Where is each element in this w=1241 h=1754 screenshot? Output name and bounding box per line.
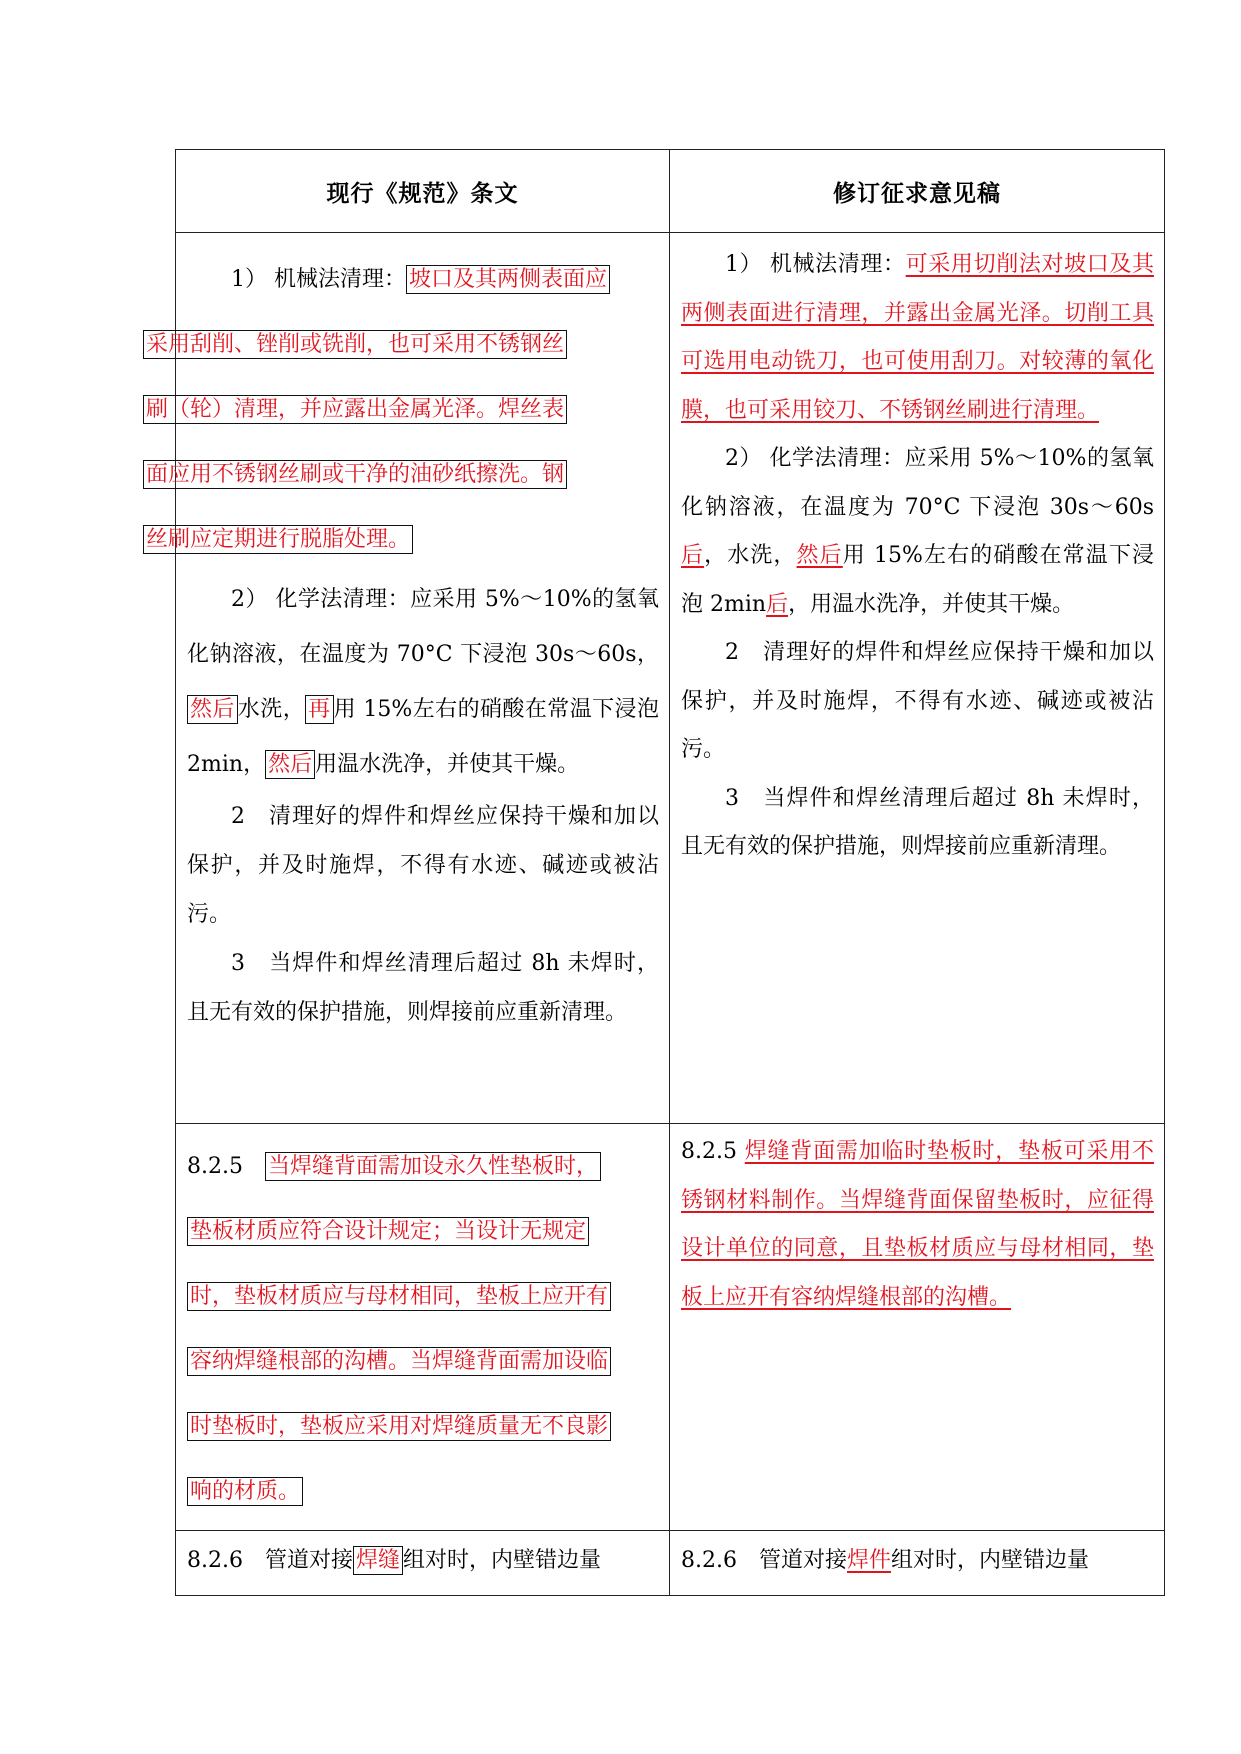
text: 8.2.6 管道对接 [681, 1548, 847, 1573]
text: 水洗， [237, 697, 306, 722]
header-row [176, 150, 1165, 233]
boxed-text: 然后 [187, 695, 238, 724]
revised-text: 后 [681, 543, 705, 568]
boxed-text: 采用刮削、锉削或铣削，也可采用不锈钢丝 [143, 330, 567, 359]
clause-label: 1） 机械法清理： [725, 252, 906, 277]
cell-current-backing-plate [176, 1124, 670, 1531]
paragraph-chemical-cleaning [681, 435, 1154, 629]
table-row [176, 1531, 1165, 1596]
boxed-text: 当焊缝背面需加设永久性垫板时， [265, 1152, 601, 1181]
table-row [176, 233, 1165, 1124]
text: ，用温水洗净，并使其干燥。 [788, 591, 1075, 617]
paragraph-reclean: 3 当焊件和焊丝清理后超过 8h 未焊时，且无有效的保护措施，则焊接前应重新清理。 [187, 951, 659, 1025]
cell-revised-cleaning [670, 233, 1165, 1124]
boxed-text: 刷（轮）清理，并应露出金属光泽。焊丝表 [143, 395, 567, 424]
paragraph-mechanical-cleaning [681, 241, 1154, 435]
revised-text: 焊缝背面需加临时垫板时，垫板可采用不锈钢材料制作。当焊缝背面保留垫板时，应征得设计单位的同意，且垫板材质应与母材相同，垫板上应开有容纳焊缝根部的沟槽。 [681, 1139, 1154, 1310]
boxed-text: 时垫板时，垫板应采用对焊缝质量无不良影 [187, 1412, 611, 1441]
text: 组对时，内壁错边量 [891, 1548, 1090, 1573]
text: 用 15%左右的硝酸在常温下浸泡 2min， [187, 697, 659, 777]
text: 2） 化学法清理：应采用 5%～10%的氢氧化钠溶液，在温度为 70°C 下浸泡 30s～60s， [187, 587, 659, 667]
paragraph-keep-dry: 2 清理好的焊件和焊丝应保持干燥和加以保护，并及时施焊，不得有水迹、碱迹或被沾污。 [681, 640, 1154, 762]
cell-revised-alignment [670, 1531, 1165, 1596]
boxed-text: 丝刷应定期进行脱脂处理。 [143, 525, 413, 554]
boxed-text: 容纳焊缝根部的沟槽。当焊缝背面需加设临 [187, 1347, 611, 1376]
revised-text: 后 [766, 591, 789, 617]
paragraph-mechanical-cleaning [146, 247, 659, 572]
boxed-text: 焊缝 [353, 1546, 403, 1575]
clause-label: 1） 机械法清理： [231, 267, 406, 292]
boxed-text: 然后 [265, 750, 315, 779]
cell-current-cleaning [146, 233, 670, 1124]
header-revision-draft: 修订征求意见稿 [670, 150, 1165, 233]
paragraph-keep-dry: 2 清理好的焊件和焊丝应保持干燥和加以保护，并及时施焊，不得有水迹、碱迹或被沾污。 [187, 804, 659, 927]
table-row [176, 1124, 1165, 1531]
paragraph-chemical-cleaning [187, 572, 659, 792]
revised-text: 焊件 [846, 1548, 891, 1573]
clause-number: 8.2.5 [187, 1154, 265, 1179]
clause-number: 8.2.5 [681, 1139, 745, 1164]
text: 8.2.6 管道对接 [187, 1548, 353, 1573]
boxed-text: 垫板材质应符合设计规定；当设计无规定 [187, 1217, 589, 1246]
text: 2） 化学法清理：应采用 5%～10%的氢氧化钠溶液，在温度为 70°C 下浸泡 30s～60s [681, 446, 1154, 520]
revised-text: 可采用切削法对坡口及其两侧表面进行清理，并露出金属光泽。切削工具可选用电动铣刀，也可使用刮刀。对较薄的氧化膜，也可采用铰刀、不锈钢丝刷进行清理。 [681, 252, 1154, 423]
cell-current-alignment [176, 1531, 670, 1596]
paragraph-reclean: 3 当焊件和焊丝清理后超过 8h 未焊时，且无有效的保护措施，则焊接前应重新清理。 [681, 785, 1154, 859]
text: 组对时，内壁错边量 [403, 1548, 602, 1573]
header-current-code: 现行《规范》条文 [176, 150, 670, 233]
revised-text: 然后 [796, 543, 843, 568]
boxed-text: 响的材质。 [187, 1477, 303, 1506]
boxed-text: 面应用不锈钢丝刷或干净的油砂纸擦洗。钢 [143, 460, 567, 489]
text: 用 15%左右的硝酸在常温下浸泡 2min [681, 543, 1154, 617]
comparison-table [146, 149, 1165, 1596]
boxed-text: 再 [305, 695, 333, 724]
text: 用温水洗净，并使其干燥。 [315, 752, 580, 777]
boxed-text: 坡口及其两侧表面应 [406, 265, 610, 294]
cell-revised-backing-plate [670, 1124, 1165, 1531]
boxed-text: 时，垫板材质应与母材相同，垫板上应开有 [187, 1282, 611, 1311]
text: ，水洗， [704, 543, 797, 568]
